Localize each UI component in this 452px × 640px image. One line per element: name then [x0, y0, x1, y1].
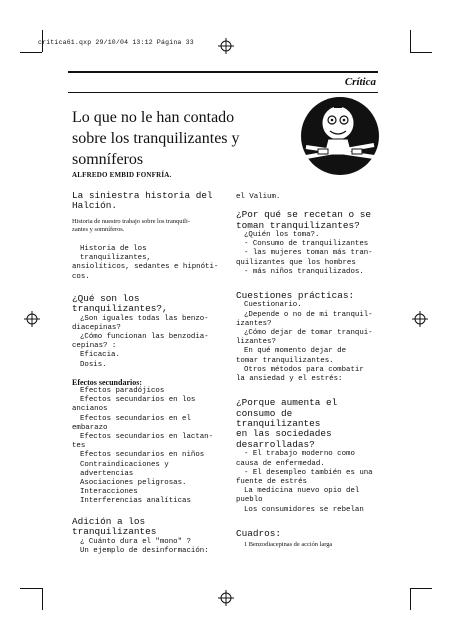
text-line: ¿Son iguales todas las benzo-	[80, 314, 209, 323]
text-line: ¿Cómo funcionan las benzodia-	[80, 333, 209, 342]
registration-mark-icon	[412, 311, 428, 327]
heading-line: ¿Porque aumenta el	[236, 397, 338, 409]
text-line: Asociaciones peligrosas.	[80, 479, 187, 488]
section-heading	[72, 294, 220, 315]
text-line: ancianos	[72, 405, 108, 414]
text-line: ¿Quién los toma?.	[244, 231, 320, 240]
text-line: Eficacia.	[80, 351, 120, 360]
text-line: 1 Benzodiacepinas de acción larga	[244, 541, 333, 549]
text-line: causa de enfermedad.	[236, 459, 325, 468]
right-column	[236, 193, 382, 550]
registration-mark-icon	[24, 311, 40, 327]
text-line: Un ejemplo de desinformación:	[80, 546, 209, 555]
section-heading	[236, 398, 382, 450]
text-line: - las mujeres toman más tran-	[244, 249, 373, 258]
text-line: - El desempleo también es una	[244, 468, 373, 477]
registration-mark-icon	[218, 590, 234, 606]
heading-line: en las sociedades	[236, 428, 332, 440]
text-line: Los consumidores se rebelan	[244, 505, 364, 514]
crop-mark	[410, 52, 432, 53]
pill-cartoon-illustration	[300, 95, 380, 177]
subheading: Efectos secundarios:	[72, 377, 142, 387]
text-line: lizantes?	[236, 338, 276, 347]
text-line: pueblo	[236, 496, 263, 505]
paragraph	[236, 301, 382, 384]
text-line: Otros métodos para combatir	[244, 365, 364, 374]
text-line: ansiolíticos, sedantes e hipnóti-	[72, 263, 219, 272]
text-line: Historia de los tranquilizantes,	[80, 245, 151, 263]
section-label: Crítica	[344, 76, 376, 88]
section-heading	[236, 210, 382, 231]
text-line: la ansiedad y el estrés:	[236, 375, 343, 384]
crop-mark	[410, 588, 432, 589]
text-line: Cuestionario.	[244, 301, 302, 310]
text-line: ¿Depende o no de mi tranquil-	[244, 310, 373, 319]
heading-line: tranquilizantes	[72, 526, 157, 538]
paragraph	[72, 387, 220, 507]
section-heading: Cuestiones prácticas:	[236, 290, 355, 302]
title-line: sobre los tranquilizantes y	[72, 130, 240, 147]
text-line: ¿ Cuánto dura el "mono" ?	[80, 537, 191, 546]
crop-mark	[20, 52, 42, 53]
title-line: Lo que no le han contado	[72, 109, 235, 126]
heading-line: La siniestra historia del	[72, 190, 213, 201]
heading-line: ¿Por qué se recetan o se	[236, 209, 372, 221]
left-column	[72, 191, 220, 556]
section-heading	[72, 191, 220, 212]
text-line: cepinas? :	[72, 342, 117, 351]
crop-mark	[20, 588, 42, 589]
text-line: Efectos secundarios en los	[80, 396, 196, 405]
crop-mark	[410, 588, 411, 610]
text-line: diacepinas?	[72, 323, 121, 332]
text-line: Efectos secundarios en el	[80, 414, 191, 423]
heading-line: Halción.	[72, 200, 118, 212]
text-line: Efectos paradójicos	[80, 387, 165, 396]
section-rule-top	[68, 71, 378, 73]
paragraph	[236, 450, 382, 514]
text-line: Contraindicaciones y advertencias	[80, 460, 169, 478]
text-line: quilizantes que los hombres	[236, 258, 356, 267]
text-line: tomar tranquilizantes.	[236, 356, 334, 365]
text-line: La medicina nuevo opio del	[244, 487, 360, 496]
heading-line: ¿Qué son los	[72, 292, 140, 304]
article-title	[72, 107, 302, 170]
text-line: Historia de nuestro trabajo sobre los tranquili-	[72, 217, 190, 225]
text-line: - El trabajo moderno como	[244, 450, 355, 459]
text-line: Efectos secundarios en lactan-	[80, 433, 214, 442]
text-line: Efectos secundarios en niños	[80, 451, 205, 460]
text-line: Interferencias analíticas	[80, 497, 191, 506]
heading-line: consumo de tranquilizantes	[236, 407, 321, 430]
section-heading: Cuadros:	[236, 527, 282, 539]
heading-line: Adición a los	[72, 515, 146, 527]
registration-mark-icon	[218, 38, 234, 54]
text-line: el Valium.	[236, 193, 281, 201]
crop-mark	[410, 30, 411, 52]
article-author: ALFREDO EMBID FONFRÍA.	[72, 171, 172, 179]
text-line: Dosis.	[80, 360, 107, 369]
text-line: Interacciones	[80, 488, 138, 497]
crop-mark	[42, 588, 43, 610]
text-line: cos.	[72, 272, 90, 281]
print-file-info: crítica61.qxp 29/10/04 13:12 Página 33	[38, 39, 194, 46]
text-line: En qué momento dejar de	[244, 347, 347, 356]
title-line: somníferos	[72, 151, 144, 168]
text-line: ¿Cómo dejar de tomar tranqui-	[244, 329, 373, 338]
section-rule-bottom	[68, 92, 378, 93]
heading-line: tranquilizantes?,	[72, 303, 168, 315]
text-line: zantes y somníferos.	[72, 226, 125, 234]
text-line: - más niños tranquilizados.	[244, 267, 364, 276]
text-line: fuente de estrés	[236, 477, 307, 486]
paragraph	[72, 245, 220, 282]
heading-line: toman tranquilizantes?	[236, 219, 360, 231]
paragraph	[236, 231, 382, 277]
text-line: embarazo	[72, 423, 108, 432]
intro-paragraph	[72, 218, 220, 235]
paragraph	[72, 538, 220, 556]
text-line: tes	[72, 442, 86, 451]
paragraph	[72, 315, 220, 370]
text-line: - Consumo de tranquilizantes	[244, 240, 369, 249]
section-heading	[72, 517, 220, 538]
text-line: izantes?	[236, 319, 272, 328]
heading-line: desarrolladas?	[236, 438, 315, 450]
